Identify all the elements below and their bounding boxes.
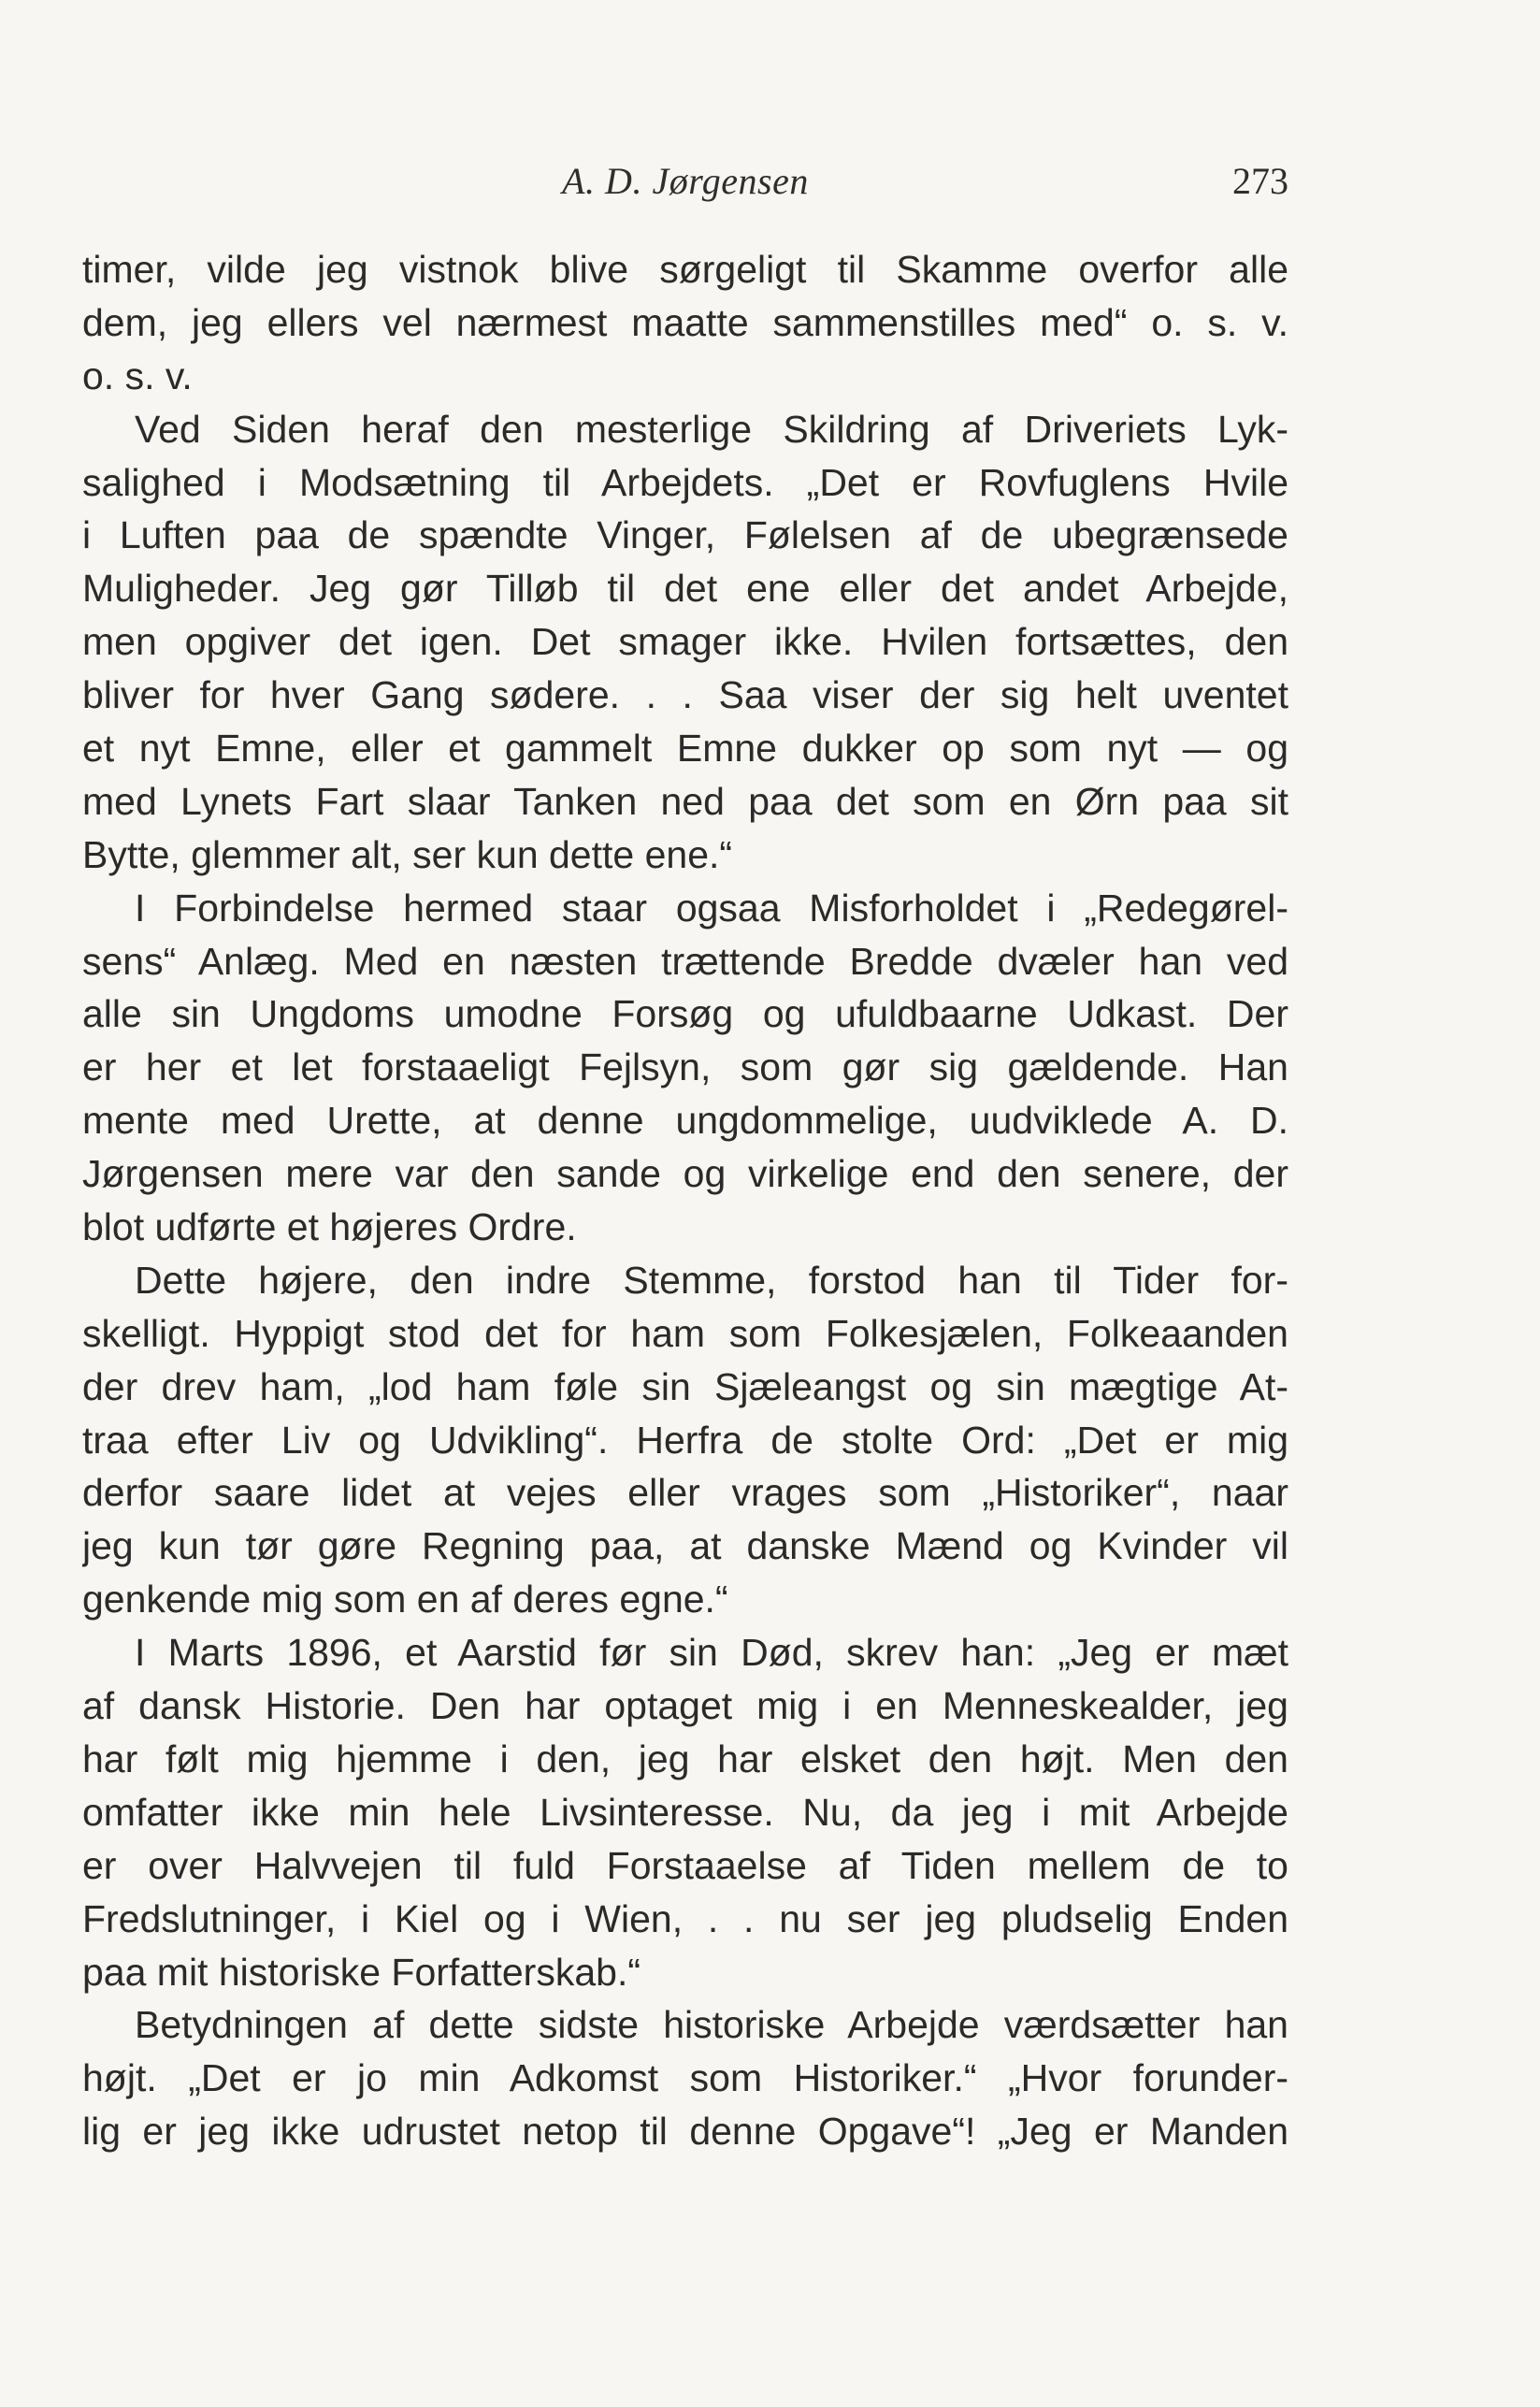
text-line: i Luften paa de spændte Vinger, Følelsen af de ubegrænsede — [82, 513, 1288, 557]
text-line: sens“ Anlæg. Med en næsten trættende Bredde dvæler han ved — [82, 939, 1288, 983]
text-line: derfor saare lidet at vejes eller vrages som „Historiker“, naar — [82, 1471, 1288, 1515]
text-line: har følt mig hjemme i den, jeg har elsket den højt. Men den — [82, 1737, 1288, 1780]
running-head-author: A. D. Jørgensen — [562, 160, 809, 202]
text-line: salighed i Modsætning til Arbejdets. „Det er Rovfuglens Hvile — [82, 460, 1288, 504]
text-line: Fredslutninger, i Kiel og i Wien, . . nu ser jeg pludselig Enden — [82, 1896, 1288, 1940]
text-line: af dansk Historie. Den har optaget mig i en Menneskealder, jeg — [82, 1684, 1288, 1728]
text-line: mente med Urette, at denne ungdommelige, uudviklede A. D. — [82, 1099, 1288, 1143]
text-line: et nyt Emne, eller et gammelt Emne dukker op som nyt — og — [82, 727, 1288, 771]
paragraph-first-line: I Marts 1896, et Aarstid før sin Død, skrev han: „Jeg er mæt — [135, 1631, 1288, 1675]
text-line: der drev ham, „lod ham føle sin Sjæleangst og sin mægtige At- — [82, 1364, 1288, 1408]
text-line: bliver for hver Gang sødere. . . Saa viser der sig helt uventet — [82, 673, 1288, 717]
text-line: dem, jeg ellers vel nærmest maatte sammenstilles med“ o. s. v. — [82, 300, 1288, 344]
text-line: skelligt. Hyppigt stod det for ham som Folkesjælen, Folkeaanden — [82, 1311, 1288, 1355]
text-line: højt. „Det er jo min Adkomst som Historiker.“ „Hvor forunder- — [82, 2056, 1288, 2100]
text-line: genkende mig som en af deres egne.“ — [82, 1578, 728, 1621]
text-line: men opgiver det igen. Det smager ikke. Hvilen fortsættes, den — [82, 620, 1288, 664]
text-line: timer, vilde jeg vistnok blive sørgeligt til Skamme overfor alle — [82, 248, 1288, 291]
text-line: jeg kun tør gøre Regning paa, at danske Mænd og Kvinder vil — [82, 1524, 1288, 1568]
body-text — [82, 243, 1288, 2158]
paragraph-first-line: Ved Siden heraf den mesterlige Skildring af Driveriets Lyk- — [135, 407, 1288, 451]
text-line: traa efter Liv og Udvikling“. Herfra de stolte Ord: „Det er mig — [82, 1418, 1288, 1462]
text-line: Muligheder. Jeg gør Tilløb til det ene eller det andet Arbejde, — [82, 567, 1288, 611]
text-line: Jørgensen mere var den sande og virkelige end den senere, der — [82, 1152, 1288, 1196]
text-line: alle sin Ungdoms umodne Forsøg og ufuldbaarne Udkast. Der — [82, 992, 1288, 1036]
text-line: omfatter ikke min hele Livsinteresse. Nu, da jeg i mit Arbejde — [82, 1790, 1288, 1834]
text-line: blot udførte et højeres Ordre. — [82, 1205, 577, 1249]
page-number: 273 — [1232, 160, 1288, 202]
running-header — [82, 159, 1288, 215]
text-line: er her et let forstaaeligt Fejlsyn, som gør sig gældende. Han — [82, 1045, 1288, 1089]
text-line: Bytte, glemmer alt, ser kun dette ene.“ — [82, 832, 733, 876]
text-line: lig er jeg ikke udrustet netop til denne Opgave“! „Jeg er Manden — [82, 2110, 1288, 2154]
paragraph-first-line: I Forbindelse hermed staar ogsaa Misforholdet i „Redegørel- — [135, 886, 1288, 930]
paragraph-first-line: Dette højere, den indre Stemme, forstod han til Tider for- — [135, 1258, 1288, 1302]
text-line: paa mit historiske Forfatterskab.“ — [82, 1950, 640, 1994]
text-line: o. s. v. — [82, 353, 193, 397]
text-line: er over Halvvejen til fuld Forstaaelse af Tiden mellem de to — [82, 1843, 1288, 1887]
text-line: med Lynets Fart slaar Tanken ned paa det som en Ørn paa sit — [82, 779, 1288, 823]
paragraph-first-line: Betydningen af dette sidste historiske Arbejde værdsætter han — [135, 2003, 1288, 2047]
